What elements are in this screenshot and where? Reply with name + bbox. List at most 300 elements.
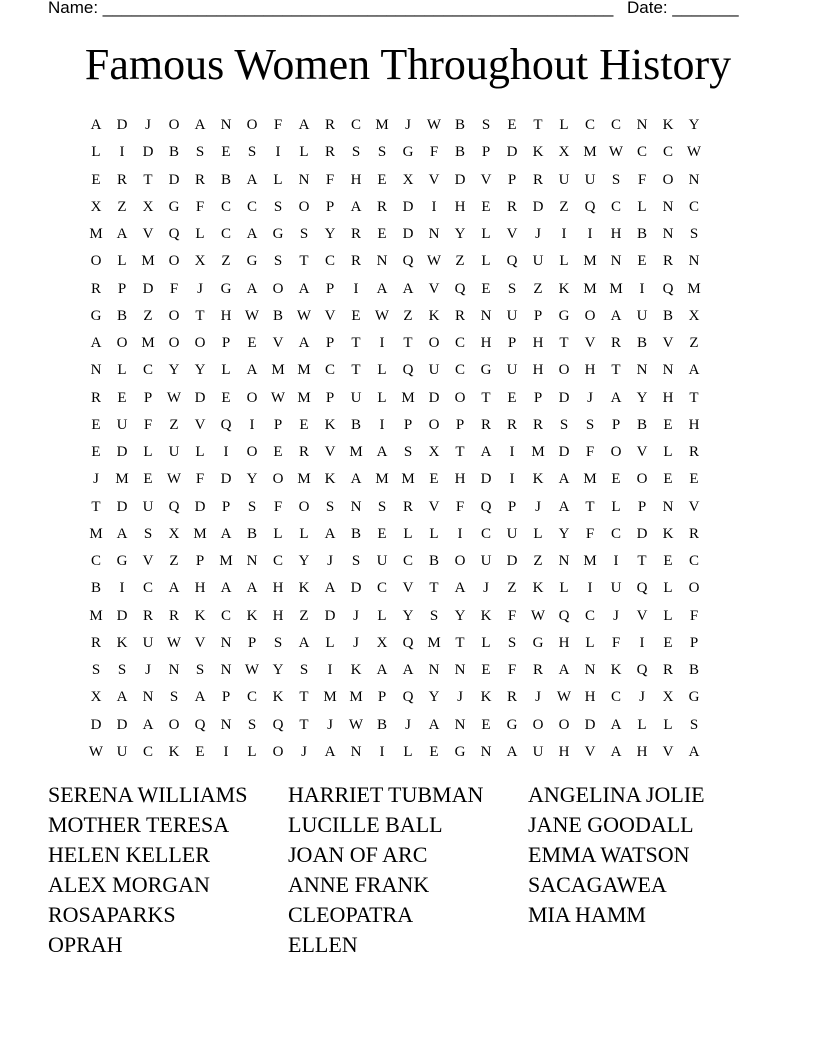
grid-letter[interactable]: L [91,144,101,161]
grid-letter[interactable]: D [142,144,154,161]
grid-letter[interactable]: O [298,498,310,515]
grid-letter[interactable]: R [506,416,517,433]
grid-letter[interactable]: I [509,444,515,461]
grid-letter[interactable]: A [324,525,336,542]
grid-letter[interactable]: C [636,144,647,161]
grid-letter[interactable]: A [376,444,388,461]
grid-letter[interactable]: Y [558,525,570,542]
grid-letter[interactable]: L [377,389,387,406]
grid-letter[interactable]: J [327,716,333,733]
grid-letter[interactable]: V [662,743,674,760]
grid-letter[interactable]: R [532,171,543,188]
grid-letter[interactable]: J [301,743,307,760]
grid-letter[interactable]: A [558,498,570,515]
grid-letter[interactable]: S [689,716,699,733]
grid-letter[interactable]: O [428,416,440,433]
grid-letter[interactable]: N [142,689,154,706]
grid-letter[interactable]: Z [169,416,179,433]
grid-letter[interactable]: C [662,144,673,161]
grid-letter[interactable]: Z [169,553,179,570]
grid-letter[interactable]: A [610,743,622,760]
grid-letter[interactable]: E [299,416,309,433]
grid-letter[interactable]: D [636,525,648,542]
grid-letter[interactable]: J [483,580,489,597]
grid-letter[interactable]: V [428,171,440,188]
grid-letter[interactable]: N [220,716,232,733]
grid-letter[interactable]: X [662,689,674,706]
grid-letter[interactable]: L [663,580,673,597]
grid-letter[interactable]: H [272,607,284,624]
grid-letter[interactable]: K [532,471,544,488]
grid-letter[interactable]: W [426,117,442,134]
grid-letter[interactable]: M [323,689,337,706]
grid-letter[interactable]: A [90,117,102,134]
grid-letter[interactable]: D [324,607,336,624]
grid-letter[interactable]: G [532,634,544,651]
grid-letter[interactable]: V [142,226,154,243]
grid-letter[interactable]: L [663,607,673,624]
grid-letter[interactable]: D [558,389,570,406]
grid-letter[interactable]: U [532,743,544,760]
grid-letter[interactable]: K [610,662,622,679]
grid-letter[interactable]: A [194,117,206,134]
grid-letter[interactable]: L [611,498,621,515]
grid-letter[interactable]: T [143,171,153,188]
grid-letter[interactable]: K [558,280,570,297]
grid-letter[interactable]: I [379,743,385,760]
grid-letter[interactable]: L [481,226,491,243]
grid-letter[interactable]: V [272,335,284,352]
grid-letter[interactable]: E [507,389,517,406]
grid-letter[interactable]: V [636,444,648,461]
grid-letter[interactable]: O [246,444,258,461]
grid-letter[interactable]: A [558,662,570,679]
grid-letter[interactable]: A [610,716,622,733]
grid-letter[interactable]: N [636,117,648,134]
grid-letter[interactable]: L [143,444,153,461]
grid-letter[interactable]: Y [324,226,336,243]
grid-letter[interactable]: L [403,743,413,760]
grid-letter[interactable]: O [168,117,180,134]
grid-letter[interactable]: O [454,389,466,406]
grid-letter[interactable]: C [610,525,621,542]
grid-letter[interactable]: J [405,716,411,733]
grid-letter[interactable]: P [221,689,231,706]
grid-letter[interactable]: C [324,253,335,270]
grid-letter[interactable]: Y [246,471,258,488]
grid-letter[interactable]: Y [272,662,284,679]
grid-letter[interactable]: Z [117,198,127,215]
grid-letter[interactable]: A [376,662,388,679]
grid-letter[interactable]: V [428,280,440,297]
grid-letter[interactable]: Q [220,416,232,433]
grid-letter[interactable]: E [663,553,673,570]
grid-letter[interactable]: M [427,634,441,651]
grid-letter[interactable]: B [220,171,231,188]
grid-letter[interactable]: H [272,580,284,597]
grid-letter[interactable]: P [117,280,127,297]
grid-letter[interactable]: S [247,716,257,733]
grid-letter[interactable]: K [662,117,674,134]
grid-letter[interactable]: F [585,444,595,461]
grid-letter[interactable]: D [90,716,102,733]
grid-letter[interactable]: F [273,117,283,134]
grid-letter[interactable]: Q [454,280,466,297]
grid-letter[interactable]: A [610,389,622,406]
grid-letter[interactable]: N [246,553,258,570]
grid-letter[interactable]: V [662,335,674,352]
grid-letter[interactable]: P [247,634,257,651]
grid-letter[interactable]: P [533,389,543,406]
grid-letter[interactable]: K [480,689,492,706]
grid-letter[interactable]: D [220,471,232,488]
grid-letter[interactable]: I [223,743,229,760]
grid-letter[interactable]: Q [272,716,284,733]
grid-letter[interactable]: R [610,335,621,352]
grid-letter[interactable]: J [535,689,541,706]
grid-letter[interactable]: Y [168,362,180,379]
grid-letter[interactable]: T [429,580,439,597]
grid-letter[interactable]: Z [507,580,517,597]
grid-letter[interactable]: M [583,471,597,488]
grid-letter[interactable]: H [662,389,674,406]
grid-letter[interactable]: E [481,716,491,733]
grid-letter[interactable]: U [168,444,180,461]
grid-letter[interactable]: M [297,389,311,406]
grid-letter[interactable]: A [558,471,570,488]
grid-letter[interactable]: Q [584,198,596,215]
grid-letter[interactable]: Z [403,307,413,324]
grid-letter[interactable]: F [507,607,517,624]
grid-letter[interactable]: R [402,498,413,515]
grid-letter[interactable]: W [686,144,702,161]
grid-letter[interactable]: G [402,144,414,161]
grid-letter[interactable]: L [299,144,309,161]
grid-letter[interactable]: C [324,362,335,379]
grid-letter[interactable]: U [584,171,596,188]
grid-letter[interactable]: A [454,580,466,597]
grid-letter[interactable]: B [636,416,647,433]
grid-letter[interactable]: S [481,117,491,134]
grid-letter[interactable]: H [532,362,544,379]
grid-letter[interactable]: F [429,144,439,161]
grid-letter[interactable]: Y [402,607,414,624]
grid-letter[interactable]: M [193,525,207,542]
grid-letter[interactable]: P [533,307,543,324]
grid-letter[interactable]: U [636,307,648,324]
grid-letter[interactable]: I [275,144,281,161]
grid-letter[interactable]: L [221,362,231,379]
grid-letter[interactable]: D [116,498,128,515]
grid-letter[interactable]: G [168,198,180,215]
grid-letter[interactable]: S [195,662,205,679]
grid-letter[interactable]: B [246,525,257,542]
date-field[interactable]: Date: _______ [627,0,739,17]
grid-letter[interactable]: P [507,498,517,515]
grid-letter[interactable]: X [168,525,180,542]
grid-letter[interactable]: W [88,743,104,760]
grid-letter[interactable]: Q [558,607,570,624]
grid-letter[interactable]: F [689,607,699,624]
grid-letter[interactable]: H [454,198,466,215]
grid-letter[interactable]: F [455,498,465,515]
grid-letter[interactable]: R [194,171,205,188]
grid-letter[interactable]: Z [143,307,153,324]
grid-letter[interactable]: E [663,416,673,433]
grid-letter[interactable]: Z [221,253,231,270]
grid-letter[interactable]: D [142,280,154,297]
grid-letter[interactable]: N [220,634,232,651]
grid-letter[interactable]: M [583,144,597,161]
grid-letter[interactable]: J [353,607,359,624]
grid-letter[interactable]: I [223,444,229,461]
grid-letter[interactable]: K [324,471,336,488]
grid-letter[interactable]: U [116,743,128,760]
grid-letter[interactable]: I [639,634,645,651]
grid-letter[interactable]: E [143,471,153,488]
grid-letter[interactable]: H [558,634,570,651]
grid-letter[interactable]: C [220,607,231,624]
grid-letter[interactable]: Q [402,253,414,270]
grid-letter[interactable]: Y [688,117,700,134]
grid-letter[interactable]: N [454,662,466,679]
grid-letter[interactable]: S [377,144,387,161]
grid-letter[interactable]: N [376,253,388,270]
grid-letter[interactable]: P [481,144,491,161]
grid-letter[interactable]: L [559,253,569,270]
grid-letter[interactable]: A [298,335,310,352]
grid-letter[interactable]: Q [662,280,674,297]
grid-letter[interactable]: U [142,634,154,651]
grid-letter[interactable]: D [350,580,362,597]
grid-letter[interactable]: O [688,580,700,597]
grid-letter[interactable]: L [559,117,569,134]
grid-letter[interactable]: N [168,662,180,679]
grid-letter[interactable]: D [480,471,492,488]
grid-letter[interactable]: M [297,362,311,379]
grid-letter[interactable]: D [116,444,128,461]
grid-letter[interactable]: O [454,553,466,570]
grid-letter[interactable]: C [350,117,361,134]
grid-letter[interactable]: J [145,662,151,679]
grid-letter[interactable]: K [298,580,310,597]
grid-letter[interactable]: R [168,607,179,624]
grid-letter[interactable]: N [428,662,440,679]
grid-letter[interactable]: V [688,498,700,515]
grid-letter[interactable]: D [506,144,518,161]
grid-letter[interactable]: B [376,716,387,733]
grid-letter[interactable]: O [272,280,284,297]
grid-letter[interactable]: A [402,662,414,679]
grid-letter[interactable]: G [246,253,258,270]
grid-letter[interactable]: R [454,307,465,324]
grid-letter[interactable]: D [584,716,596,733]
grid-letter[interactable]: M [375,471,389,488]
grid-letter[interactable]: J [405,117,411,134]
grid-letter[interactable]: J [197,280,203,297]
grid-letter[interactable]: W [608,144,624,161]
grid-letter[interactable]: Y [298,553,310,570]
grid-letter[interactable]: A [246,280,258,297]
grid-letter[interactable]: F [325,171,335,188]
grid-letter[interactable]: L [299,525,309,542]
grid-letter[interactable]: G [506,716,518,733]
grid-letter[interactable]: K [532,580,544,597]
grid-letter[interactable]: R [688,525,699,542]
grid-letter[interactable]: L [273,525,283,542]
grid-letter[interactable]: K [194,607,206,624]
grid-letter[interactable]: C [584,117,595,134]
grid-letter[interactable]: M [297,471,311,488]
grid-letter[interactable]: T [195,307,205,324]
grid-letter[interactable]: T [559,335,569,352]
grid-letter[interactable]: C [454,362,465,379]
grid-letter[interactable]: N [662,226,674,243]
grid-letter[interactable]: Q [402,634,414,651]
grid-letter[interactable]: B [636,226,647,243]
grid-letter[interactable]: O [558,362,570,379]
grid-letter[interactable]: K [116,634,128,651]
grid-letter[interactable]: S [143,525,153,542]
grid-letter[interactable]: I [613,553,619,570]
grid-letter[interactable]: C [90,553,101,570]
grid-letter[interactable]: X [688,307,700,324]
grid-letter[interactable]: B [168,144,179,161]
grid-letter[interactable]: A [298,634,310,651]
grid-letter[interactable]: R [324,117,335,134]
grid-letter[interactable]: U [480,553,492,570]
grid-letter[interactable]: B [350,416,361,433]
grid-letter[interactable]: Q [194,716,206,733]
grid-letter[interactable]: S [299,662,309,679]
grid-letter[interactable]: D [116,716,128,733]
grid-letter[interactable]: K [246,607,258,624]
grid-letter[interactable]: S [169,689,179,706]
grid-letter[interactable]: A [298,117,310,134]
grid-letter[interactable]: F [611,634,621,651]
grid-letter[interactable]: M [141,335,155,352]
grid-letter[interactable]: U [506,525,518,542]
grid-letter[interactable]: K [168,743,180,760]
grid-letter[interactable]: E [429,471,439,488]
grid-letter[interactable]: R [480,416,491,433]
grid-letter[interactable]: C [220,198,231,215]
grid-letter[interactable]: G [272,226,284,243]
grid-letter[interactable]: Z [689,335,699,352]
grid-letter[interactable]: U [558,171,570,188]
grid-letter[interactable]: X [558,144,570,161]
grid-letter[interactable]: C [376,580,387,597]
grid-letter[interactable]: O [194,335,206,352]
grid-letter[interactable]: W [556,689,572,706]
grid-letter[interactable]: S [91,662,101,679]
grid-letter[interactable]: X [194,253,206,270]
grid-letter[interactable]: V [506,226,518,243]
grid-letter[interactable]: S [117,662,127,679]
grid-letter[interactable]: K [662,525,674,542]
grid-letter[interactable]: L [247,743,257,760]
grid-letter[interactable]: T [689,389,699,406]
grid-letter[interactable]: O [610,444,622,461]
grid-letter[interactable]: H [532,335,544,352]
grid-letter[interactable]: U [532,253,544,270]
grid-letter[interactable]: C [610,198,621,215]
grid-letter[interactable]: V [402,580,414,597]
grid-letter[interactable]: B [116,307,127,324]
grid-letter[interactable]: J [353,634,359,651]
grid-letter[interactable]: A [90,335,102,352]
grid-letter[interactable]: Q [506,253,518,270]
grid-letter[interactable]: M [115,471,129,488]
grid-letter[interactable]: D [428,389,440,406]
grid-letter[interactable]: H [350,171,362,188]
grid-letter[interactable]: S [351,553,361,570]
grid-letter[interactable]: S [377,498,387,515]
grid-letter[interactable]: P [221,498,231,515]
grid-letter[interactable]: L [533,525,543,542]
grid-letter[interactable]: D [168,171,180,188]
grid-letter[interactable]: E [481,662,491,679]
grid-letter[interactable]: F [169,280,179,297]
grid-letter[interactable]: A [324,743,336,760]
grid-letter[interactable]: Q [402,362,414,379]
grid-letter[interactable]: G [688,689,700,706]
grid-letter[interactable]: D [532,198,544,215]
grid-letter[interactable]: T [481,389,491,406]
grid-letter[interactable]: E [663,634,673,651]
grid-letter[interactable]: H [480,335,492,352]
grid-letter[interactable]: Z [533,280,543,297]
grid-letter[interactable]: S [689,226,699,243]
grid-letter[interactable]: M [271,362,285,379]
grid-letter[interactable]: S [195,144,205,161]
grid-letter[interactable]: S [247,498,257,515]
grid-letter[interactable]: L [325,634,335,651]
name-field[interactable]: Name: ______________________________________________________ [48,0,614,17]
grid-letter[interactable]: E [117,389,127,406]
grid-letter[interactable]: V [428,498,440,515]
grid-letter[interactable]: J [535,226,541,243]
grid-letter[interactable]: U [350,389,362,406]
grid-letter[interactable]: E [221,144,231,161]
grid-letter[interactable]: M [349,444,363,461]
grid-letter[interactable]: I [119,144,125,161]
grid-letter[interactable]: S [507,280,517,297]
grid-letter[interactable]: O [246,389,258,406]
grid-letter[interactable]: Q [480,498,492,515]
grid-letter[interactable]: T [585,498,595,515]
grid-letter[interactable]: C [688,553,699,570]
grid-letter[interactable]: J [639,689,645,706]
grid-letter[interactable]: Z [533,553,543,570]
grid-letter[interactable]: A [246,171,258,188]
grid-letter[interactable]: A [688,362,700,379]
grid-letter[interactable]: O [584,307,596,324]
grid-letter[interactable]: V [636,607,648,624]
grid-letter[interactable]: A [350,471,362,488]
grid-letter[interactable]: E [611,471,621,488]
grid-letter[interactable]: L [117,253,127,270]
grid-letter[interactable]: J [535,498,541,515]
grid-letter[interactable]: X [428,444,440,461]
grid-letter[interactable]: N [350,743,362,760]
grid-letter[interactable]: B [636,335,647,352]
grid-letter[interactable]: I [639,280,645,297]
grid-letter[interactable]: A [428,716,440,733]
grid-letter[interactable]: J [327,553,333,570]
grid-letter[interactable]: E [195,743,205,760]
grid-letter[interactable]: Y [454,226,466,243]
